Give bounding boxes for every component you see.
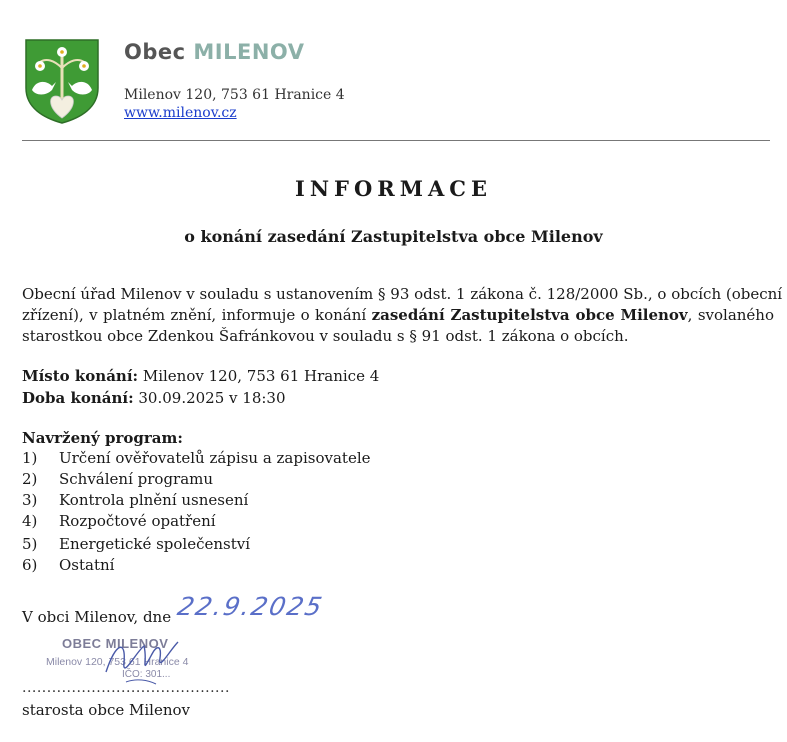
meeting-time	[22, 388, 774, 409]
header-divider	[22, 140, 770, 141]
intro-line-2	[22, 305, 774, 326]
program-item-number: 3)	[22, 491, 38, 509]
program-item-number: 4)	[22, 512, 38, 530]
stamp-name: OBEC MILENOV	[62, 636, 169, 651]
program-item-text: Určení ověřovatelů zápisu a zapisovatele	[59, 449, 371, 467]
stamp-address: Milenov 120, 753 61 Hranice 4	[46, 656, 189, 668]
municipal-coat-of-arms	[24, 38, 100, 124]
program-item-text: Kontrola plnění usnesení	[59, 491, 249, 509]
program-item	[22, 535, 250, 553]
place-label: Místo konání:	[22, 367, 139, 385]
document-subtitle: o konání zasedání Zastupitelstva obce Milenov	[184, 227, 603, 246]
program-item	[22, 449, 371, 467]
header-address: Milenov 120, 753 61 Hranice 4	[124, 87, 345, 103]
place-value: Milenov 120, 753 61 Hranice 4	[138, 367, 380, 385]
program-item-number: 5)	[22, 535, 38, 553]
program-item-number: 1)	[22, 449, 38, 467]
document-title: INFORMACE	[295, 176, 492, 201]
intro-line-2-end: , svolaného	[687, 306, 774, 324]
signer-title: starosta obce Milenov	[22, 701, 190, 719]
website-link[interactable]: www.milenov.cz	[124, 105, 237, 121]
program-item-text: Energetické společenství	[59, 535, 251, 553]
intro-line-3: starostkou obce Zdenkou Šafránkovou v souladu s § 91 odst. 1 zákona o obcích.	[22, 327, 629, 345]
time-value: 30.09.2025 v 18:30	[133, 389, 286, 407]
meeting-place	[22, 366, 774, 387]
time-label: Doba konání:	[22, 389, 134, 407]
org-prefix: Obec	[124, 40, 186, 64]
program-item	[22, 512, 216, 530]
intro-bold-phrase: zasedání Zastupitelstva obce Milenov	[371, 306, 688, 324]
program-item	[22, 491, 248, 509]
program-item-number: 6)	[22, 556, 38, 574]
intro-line-1: Obecní úřad Milenov v souladu s ustanovením § 93 odst. 1 zákona č. 128/2000 Sb., o obcích (obecní	[22, 285, 783, 303]
signature-line: ..........................................	[22, 680, 230, 696]
program-item-text: Rozpočtové opatření	[59, 512, 216, 530]
municipality-name	[124, 40, 304, 64]
intro-line-2-start: zřízení), v platném znění, informuje o konání	[22, 306, 372, 324]
stamp-ico: IČO: 301...	[122, 669, 171, 680]
program-item-number: 2)	[22, 470, 38, 488]
program-item-text: Schválení programu	[59, 470, 214, 488]
intro-paragraph	[22, 284, 783, 347]
org-name: MILENOV	[193, 40, 305, 64]
program-item-text: Ostatní	[59, 556, 115, 574]
program-heading: Navržený program:	[22, 429, 183, 447]
program-item	[22, 556, 114, 574]
signing-place: V obci Milenov, dne	[22, 608, 172, 626]
handwritten-date: 22.9.2025	[174, 592, 327, 621]
program-item	[22, 470, 213, 488]
